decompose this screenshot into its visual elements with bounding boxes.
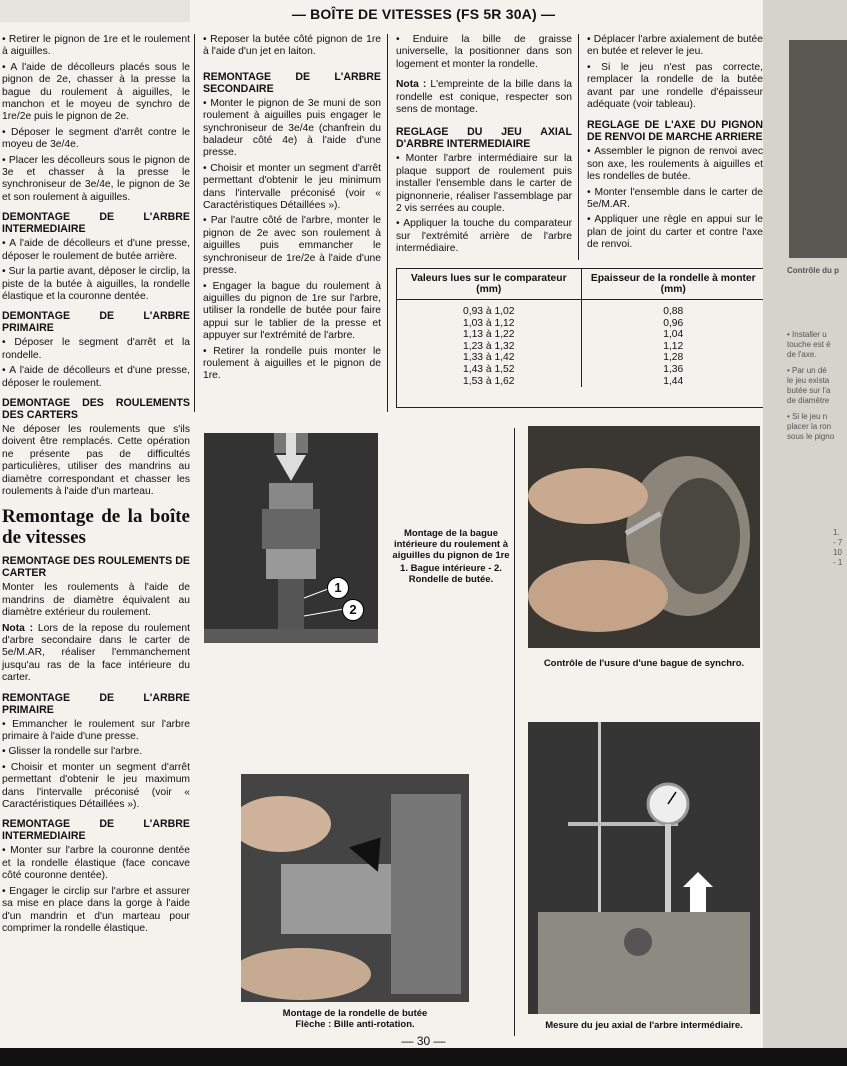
adjacent-text xyxy=(787,330,834,442)
shim-table-box xyxy=(396,268,766,408)
column-divider xyxy=(194,34,195,412)
callout-1: 1 xyxy=(327,577,349,599)
adjacent-line: 10 xyxy=(833,548,842,557)
table-cell-thickness: 1,28 xyxy=(581,352,765,364)
adjacent-line: placer la ron xyxy=(787,422,832,431)
adjacent-line: butée sur l'a xyxy=(787,386,831,395)
paragraph: • Appliquer la touche du comparateur sur l'extrémité arrière de l'arbre intermédiaire. xyxy=(396,218,572,255)
adjacent-line: de l'axe. xyxy=(787,350,817,359)
paragraph: • Retirer le pignon de 1re et le roulement à aiguilles. xyxy=(2,34,190,59)
paragraph: • Monter l'ensemble dans le carter de 5e/M.AR. xyxy=(587,187,763,212)
paragraph: • Monter le pignon de 3e muni de son roulement à aiguilles puis engager le synchroniseur de 3e/4e (chanfrein du baladeur côté 4e) à l'aide d'une presse. xyxy=(203,98,381,160)
note xyxy=(396,79,572,116)
page-number: — 30 — xyxy=(401,1034,446,1048)
section-heading: REMONTAGE DE L'ARBRE SECONDAIRE xyxy=(203,70,381,95)
table-cell-thickness: 0,96 xyxy=(581,318,765,330)
paragraph: • Engager la bague du roulement à aiguilles du pignon de 1re sur l'arbre, utiliser la rondelle de butée pour faire appui sur le tablier de la presse et appuyer sur l'extrémité de l'arbre. xyxy=(203,281,381,343)
adjacent-line: 1. xyxy=(833,528,840,537)
paragraph: • Engager le circlip sur l'arbre et assurer sa mise en place dans la gorge à l'aide d'un mandrin et d'un marteau pour comprimer la rondelle élastique. xyxy=(2,886,190,936)
figure-caption: Mesure du jeu axial de l'arbre intermédiaire. xyxy=(545,1020,743,1031)
callout-2: 2 xyxy=(342,599,364,621)
note-label: Nota : xyxy=(396,79,427,91)
section-heading: REMONTAGE DE L'ARBRE PRIMAIRE xyxy=(2,691,190,716)
figure-caption xyxy=(392,528,510,585)
paragraph: • Enduire la bille de graisse universelle, la positionner dans son logement et monter la rondelle. xyxy=(396,34,572,71)
paragraph: • A l'aide de décolleurs et d'une presse, déposer le roulement. xyxy=(2,365,190,390)
synchro-photo-illustration xyxy=(528,426,760,648)
paragraph: • Emmancher le roulement sur l'arbre primaire à l'aide d'une presse. xyxy=(2,719,190,744)
paragraph: Ne déposer les roulements que s'ils doivent être remplacés. Cette opération ne présente pas de difficultés particulières, utiliser des mandrins au diamètre correspondant et chasser les roulements à l'aide d'un marteau. xyxy=(2,423,190,497)
caption-line: Flèche : Bille anti-rotation. xyxy=(295,1019,415,1030)
column-3 xyxy=(396,34,572,259)
table-cell-reading: 1,33 à 1,42 xyxy=(462,352,515,364)
table-row xyxy=(397,376,765,388)
paragraph: • A l'aide de décolleurs et d'une presse, déposer le roulement de butée arrière. xyxy=(2,238,190,263)
paragraph: • Déposer le segment d'arrêt et la rondelle. xyxy=(2,337,190,362)
paragraph: • Choisir et monter un segment d'arrêt permettant d'obtenir le jeu maximum dans l'intervalle préconisé (voir « Caractéristiques Détaillées »). xyxy=(2,762,190,812)
table-cell-thickness: 1,44 xyxy=(581,376,765,388)
adjacent-legend xyxy=(833,528,842,568)
section-heading: REMONTAGE DES ROULEMENTS DE CARTER xyxy=(2,555,190,580)
caption-line: Montage de la rondelle de butée xyxy=(282,1008,428,1019)
paragraph: • Par l'autre côté de l'arbre, monter le pignon de 2e avec son roulement à aiguilles puis emmancher le synchroniseur de 1re/2e à l'aide d'une presse. xyxy=(203,215,381,277)
section-heading: DEMONTAGE DES ROULEMENTS DES CARTERS xyxy=(2,396,190,421)
adjacent-caption: Contrôle du p xyxy=(787,266,839,275)
table-cell-reading: 1,43 à 1,52 xyxy=(462,363,515,375)
paragraph: • Assembler le pignon de renvoi avec son axe, les roulements à aiguilles et les rondelles de butée. xyxy=(587,146,763,183)
column-divider xyxy=(514,428,515,1036)
adjacent-page-strip xyxy=(763,0,847,1066)
table-cell-thickness: 1,04 xyxy=(581,329,765,341)
paragraph: • Déposer le segment d'arrêt contre le moyeu de 3e/4e. xyxy=(2,127,190,152)
table-header: Epaisseur de la rondelle à monter (mm) xyxy=(581,269,765,300)
table-header: Valeurs lues sur le comparateur (mm) xyxy=(397,269,581,300)
note xyxy=(2,623,190,685)
table-cell-reading: 1,13 à 1,22 xyxy=(462,329,515,341)
table-row xyxy=(397,352,765,364)
photo-dial-indicator xyxy=(528,722,760,1014)
paragraph: • Monter l'arbre intermédiaire sur la plaque support de roulement puis installer l'ensemble dans le carter de pignonnerie, réaliser l'assemblage par 2 vis serrées au couple. xyxy=(396,153,572,215)
section-heading: DEMONTAGE DE L'ARBRE INTERMEDIAIRE xyxy=(2,211,190,236)
adjacent-line: de diamètre xyxy=(787,396,830,405)
figure-caption: Contrôle de l'usure d'une bague de synchro. xyxy=(543,658,745,669)
table-cell-reading: 1,23 à 1,32 xyxy=(462,340,515,352)
note-text: Lors de la repose du roulement d'arbre secondaire dans le carter de 5e/M.AR, réaliser l'emmanchement jusqu'au ras de la face intérieure du carter. xyxy=(2,622,190,684)
table-cell-reading: 0,93 à 1,02 xyxy=(462,306,515,317)
adjacent-line: sous le pigno xyxy=(787,432,835,441)
adjacent-line: • Si le jeu n xyxy=(787,412,828,421)
table-cell-thickness: 1,12 xyxy=(581,341,765,353)
photo-press-bearing xyxy=(204,433,378,643)
table-cell-thickness: 0,88 xyxy=(581,300,765,318)
paragraph: • Retirer la rondelle puis monter le roulement à aiguilles et le pignon de 1re. xyxy=(203,346,381,383)
paragraph: • Monter sur l'arbre la couronne dentée et la rondelle élastique (face concave côté couronne dentée). xyxy=(2,845,190,882)
thrust-washer-photo-illustration xyxy=(241,774,469,1002)
paragraph: Monter les roulements à l'aide de mandrins de diamètre équivalent au diamètre extérieur du roulement. xyxy=(2,582,190,619)
paragraph: • Choisir et monter un segment d'arrêt permettant d'obtenir le jeu minimum dans l'intervalle préconisé (voir « Caractéristiques Détaillées »). xyxy=(203,163,381,213)
paragraph: • Glisser la rondelle sur l'arbre. xyxy=(2,746,190,758)
photo-thrust-washer xyxy=(241,774,469,1002)
paragraph: • Appliquer une règle en appui sur le plan de joint du carter et contre l'axe de renvoi. xyxy=(587,214,763,251)
table-row xyxy=(397,300,765,318)
shim-table xyxy=(397,269,765,387)
column-4 xyxy=(587,34,763,264)
table-row xyxy=(397,341,765,353)
scan-bottom-edge xyxy=(0,1048,847,1066)
column-1 xyxy=(2,34,190,938)
chapter-title: Remontage de la boîte de vitesses xyxy=(2,506,190,549)
figure-caption xyxy=(241,1008,469,1030)
paragraph: • Si le jeu n'est pas correcte, remplacer la rondelle de la butée avant par une rondelle d'épaisseur adéquate (voir tableau). xyxy=(587,62,763,112)
photo-synchro-ring xyxy=(528,426,760,648)
table-body xyxy=(397,300,765,388)
adjacent-line: - 7 xyxy=(833,538,843,547)
caption-title: Montage de la bague intérieure du roulement à aiguilles du pignon de 1re xyxy=(392,528,510,561)
note-text: L'empreinte de la bille dans la rondelle est conique, respecter son sens de montage. xyxy=(396,79,572,116)
table-row xyxy=(397,318,765,330)
section-heading: DEMONTAGE DE L'ARBRE PRIMAIRE xyxy=(2,310,190,335)
adjacent-page-photo xyxy=(789,40,847,258)
column-divider xyxy=(387,34,388,412)
table-row xyxy=(397,364,765,376)
paragraph: • Sur la partie avant, déposer le circlip, la piste de la butée à aiguilles, la rondelle élastique et la couronne dentée. xyxy=(2,266,190,303)
table-row xyxy=(397,329,765,341)
adjacent-line: • Installer u xyxy=(787,330,827,339)
adjacent-line: • Par un dé xyxy=(787,366,827,375)
column-divider xyxy=(578,34,579,260)
section-heading: REGLAGE DE L'AXE DU PIGNON DE RENVOI DE MARCHE ARRIERE xyxy=(587,119,763,144)
section-heading: REGLAGE DU JEU AXIAL D'ARBRE INTERMEDIAIRE xyxy=(396,126,572,151)
paragraph: • Placer les décolleurs sous le pignon de 3e et chasser à la presse le synchroniseur de 3e/4e, le pignon de 3e et son roulement à aiguilles. xyxy=(2,155,190,205)
note-label: Nota : xyxy=(2,622,34,634)
table-cell-reading: 1,53 à 1,62 xyxy=(462,375,515,387)
paragraph: • Déplacer l'arbre axialement de butée en butée et relever le jeu. xyxy=(587,34,763,59)
section-heading: REMONTAGE DE L'ARBRE INTERMEDIAIRE xyxy=(2,818,190,843)
dial-indicator-photo-illustration xyxy=(528,722,760,1014)
adjacent-line: touche est é xyxy=(787,340,831,349)
table-cell-thickness: 1,36 xyxy=(581,364,765,376)
adjacent-line: le jeu exista xyxy=(787,376,830,385)
page-title: — BOÎTE DE VITESSES (FS 5R 30A) — xyxy=(291,6,556,22)
column-2 xyxy=(203,34,381,386)
caption-legend: 1. Bague intérieure - 2. Rondelle de butée. xyxy=(400,563,502,585)
table-cell-reading: 1,03 à 1,12 xyxy=(462,317,515,329)
paragraph: • A l'aide de décolleurs placés sous le pignon de 2e, chasser à la presse la bague du roulement à aiguilles, le manchon et le moyeu de synchro de 1re/2e puis le pignon de 2e. xyxy=(2,62,190,124)
paragraph: • Reposer la butée côté pignon de 1re à l'aide d'un jet en laiton. xyxy=(203,34,381,59)
adjacent-line: - 1 xyxy=(833,558,843,567)
